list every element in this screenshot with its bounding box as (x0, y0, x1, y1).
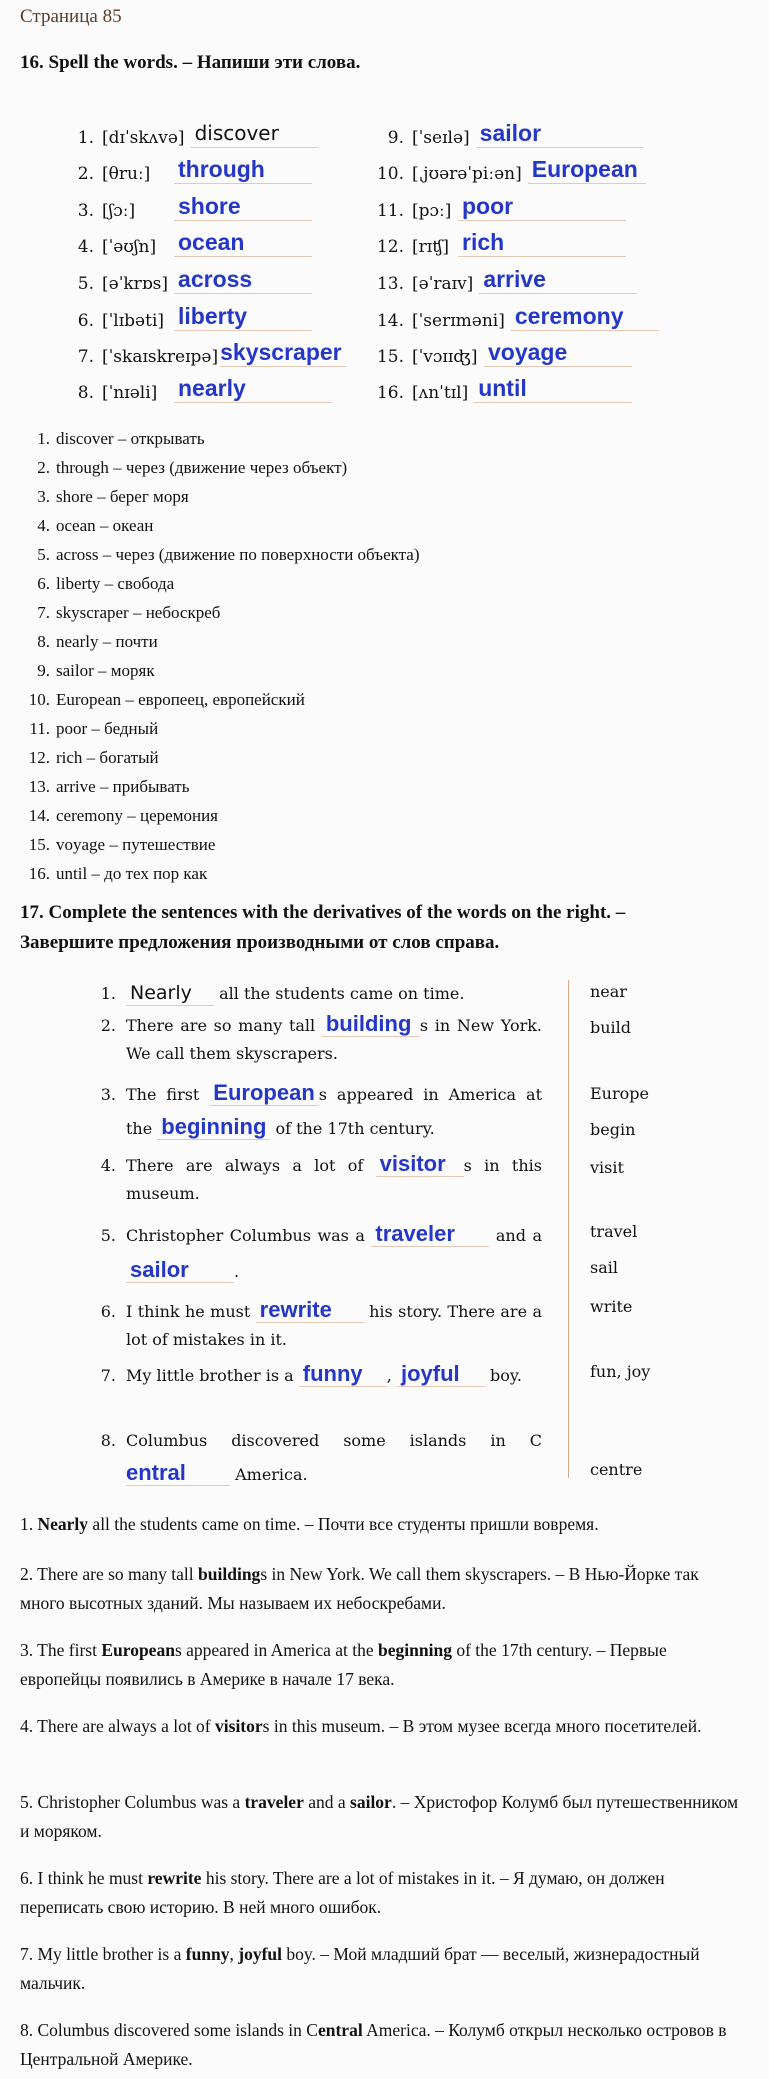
list-item: 15. voyage – путешествие (28, 835, 216, 854)
task17-translation: 8. Columbus discovered some islands in Central America. – Колумб открыл несколько островов в Центральной Америке. (20, 2020, 727, 2069)
task16-item: 13. [əˈraɪv] arrive (360, 258, 637, 294)
task16-answer: rich (458, 229, 626, 257)
list-item: 7. skyscraper – небоскреб (37, 603, 221, 622)
task17-sentence: 2. There are so many tall building s in New York. We call them skyscrapers. (100, 1011, 543, 1063)
task17-translation: 7. My little brother is a funny, joyful boy. – Мой младший брат — веселый, жизнерадостный мальчик. (20, 1944, 700, 1993)
list-item: 10. European – европеец, европейский (28, 690, 305, 709)
task17-sentence: 8. Columbus discovered some islands in Central America. (100, 1431, 542, 1485)
task17-heading: 17. Complete the sentences with the derivatives of the words on the right. – Завершите предложения производными от слов справа. (20, 902, 626, 953)
task16-answer: liberty (174, 303, 312, 331)
task16-answer: arrive (479, 266, 637, 294)
task16-item: 9. [ˈseɪlə] sailor (360, 112, 644, 148)
task17-sentence: 6. I think he must rewrite his story. There are a lot of mistakes in it. (100, 1297, 542, 1349)
list-item: 8. nearly – почти (37, 632, 158, 651)
task17-sentence: 4. There are always a lot of visitor s in this museum. (100, 1151, 542, 1203)
task16-item: 1. [dɪˈskʌvə] discover (50, 112, 319, 148)
list-item: 5. across – через (движение по поверхности объекта) (37, 545, 420, 564)
list-item: 12. rich – богатый (28, 748, 159, 767)
task16-answer: ceremony (511, 303, 659, 331)
task17-translation: 2. There are so many tall buildings in New York. We call them skyscrapers. – В Нью-Йорке так много высотных зданий. Мы называем их небоскребами. (20, 1564, 699, 1613)
task16-item: 11. [pɔː] poor (360, 185, 626, 221)
hint-word: fun, joy (590, 1362, 651, 1381)
list-item: 16. until – до тех пор как (28, 864, 208, 883)
page-label: Страница 85 (20, 6, 122, 27)
task17-sentence: 1. Nearly all the students came on time. (100, 982, 465, 1004)
task16-answer: ocean (174, 229, 312, 257)
list-item: 3. shore – берег моря (37, 487, 189, 506)
hint-word: sail (590, 1258, 618, 1277)
hint-word: travel (590, 1222, 638, 1241)
task16-heading: 16. Spell the words. – Напиши эти слова. (20, 52, 361, 73)
task16-item: 16. [ʌnˈtɪl] until (360, 367, 632, 403)
task16-answer: across (174, 266, 312, 294)
task16-answer: discover (191, 120, 319, 148)
list-item: 14. ceremony – церемония (28, 806, 218, 825)
hint-word: begin (590, 1120, 636, 1139)
task17-translation: 1. Nearly all the students came on time. – Почти все студенты пришли вовремя. (20, 1514, 599, 1534)
task17-exercise-image (0, 972, 769, 1485)
task16-answer: nearly (174, 375, 332, 403)
list-item: 13. arrive – прибывать (28, 777, 190, 796)
task17-sentence: 7. My little brother is a funny , joyful boy. (100, 1361, 522, 1386)
task16-item: 5. [əˈkrɒs] across (50, 258, 312, 294)
task16-answer: sailor (476, 120, 644, 148)
task16-answer: voyage (484, 339, 632, 367)
task16-answer: European (528, 156, 646, 184)
list-item: 2. through – через (движение через объект) (37, 458, 348, 477)
list-item: 11. poor – бедный (29, 719, 159, 738)
task16-item: 8. [ˈnɪəli] nearly (50, 367, 332, 403)
task17-translation: 4. There are always a lot of visitors in this museum. – В этом музее всегда много посетителей. (20, 1716, 702, 1736)
task17-translation: 3. The first Europeans appeared in America at the beginning of the 17th century. – Первые европейцы появились в Америке в начале 17 века. (20, 1640, 667, 1689)
task16-answer: poor (458, 193, 626, 221)
hint-word: build (590, 1018, 632, 1037)
list-item: 6. liberty – свобода (37, 574, 175, 593)
task16-answer: skyscraper (220, 339, 346, 367)
task16-answer: until (474, 375, 632, 403)
task16-exercise-image (0, 112, 769, 412)
task16-item: 14. [ˈserɪməni] ceremony (360, 295, 659, 331)
task16-item: 7. [ˈskaɪskreɪpə] skyscraper (50, 331, 346, 367)
task16-item: 15. [ˈvɔɪɪʤ] voyage (360, 331, 632, 367)
hint-word: centre (590, 1460, 643, 1479)
hint-word: visit (590, 1158, 624, 1177)
list-item: 4. ocean – океан (37, 516, 154, 535)
task16-answer: through (174, 156, 312, 184)
hint-word: write (590, 1297, 633, 1316)
task17-sentence: 5. Christopher Columbus was a traveler and a sailor . (100, 1221, 542, 1282)
task16-item: 3. [ʃɔː] shore (50, 185, 312, 221)
task16-translation-list (20, 424, 420, 888)
task16-item: 6. [ˈlɪbəti] liberty (50, 295, 312, 331)
task17-sentence: 3. The first European s appeared in America at the beginning of the 17th century. (100, 1080, 542, 1139)
task16-item: 12. [rɪʧ] rich (360, 221, 626, 257)
task17-translation: 6. I think he must rewrite his story. There are a lot of mistakes in it. – Я думаю, он должен переписать свою историю. В ней много ошибок. (20, 1868, 665, 1917)
task16-item: 10. [ˌjʊərəˈpiːən] European (360, 148, 646, 184)
hint-word: near (590, 982, 627, 1001)
task16-item: 4. [ˈəʊʃn] ocean (50, 221, 312, 257)
list-item: 9. sailor – моряк (37, 661, 155, 680)
column-divider (568, 980, 569, 1478)
task16-item: 2. [θruː] through (50, 148, 312, 184)
list-item: 1. discover – открывать (37, 429, 205, 448)
hint-word: Europe (590, 1084, 649, 1103)
task16-answer: shore (174, 193, 312, 221)
task17-translation: 5. Christopher Columbus was a traveler and a sailor. – Христофор Колумб был путешественником и моряком. (20, 1792, 739, 1841)
